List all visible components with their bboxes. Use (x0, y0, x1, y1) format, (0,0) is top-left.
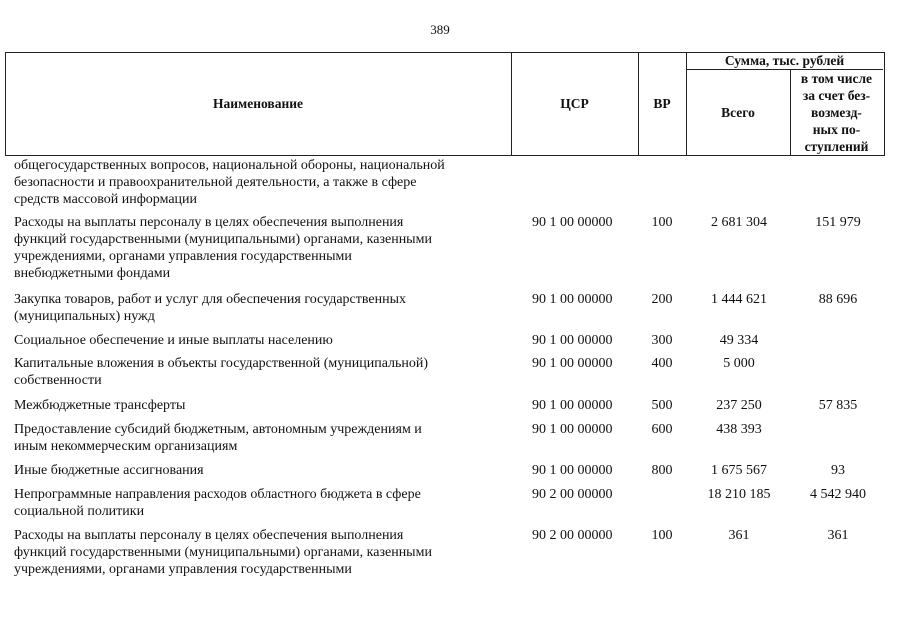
row-csr: 90 1 00 00000 (532, 292, 613, 307)
row-name-line: социальной политики (14, 504, 145, 519)
row-total: 2 681 304 (711, 215, 767, 230)
row-csr: 90 2 00 00000 (532, 528, 613, 543)
row-vr: 300 (651, 333, 673, 348)
row-name-line: Капитальные вложения в объекты государственной (муниципальной) (14, 356, 429, 371)
row-free: 93 (831, 463, 845, 478)
header-free-line: возмезд- (811, 105, 862, 120)
row-total: 361 (728, 528, 750, 543)
row-csr: 90 1 00 00000 (532, 398, 613, 413)
header-free-line: ных по- (812, 122, 861, 137)
row-name-line: Предоставление субсидий бюджетным, автономным учреждениям и (14, 422, 422, 437)
row-name-line: Социальное обеспечение и иные выплаты населению (14, 333, 333, 348)
row-name (14, 462, 494, 479)
header-csr: ЦСР (560, 96, 589, 111)
row-name-line: Иные бюджетные ассигнования (14, 463, 204, 478)
row-name-line: Расходы на выплаты персоналу в целях обеспечения выполнения (14, 528, 404, 543)
row-name (14, 355, 494, 389)
header-name: Наименование (213, 96, 303, 111)
row-vr: 600 (651, 422, 673, 437)
row-csr: 90 2 00 00000 (532, 487, 613, 502)
row-total: 1 444 621 (711, 292, 767, 307)
row-vr: 100 (651, 215, 673, 230)
row-csr: 90 1 00 00000 (532, 333, 613, 348)
header-free (790, 70, 883, 155)
row-name-line: общегосударственных вопросов, национальной обороны, национальной (14, 158, 445, 173)
header-free-line: за счет без- (802, 88, 871, 103)
row-csr: 90 1 00 00000 (532, 356, 613, 371)
row-name (14, 214, 494, 282)
header-total: Всего (721, 105, 755, 120)
row-total: 438 393 (716, 422, 762, 437)
row-total: 237 250 (716, 398, 762, 413)
row-name-line: учреждениями, органами управления государственными (14, 249, 352, 264)
row-free: 151 979 (815, 215, 861, 230)
row-name-line: Непрограммные направления расходов областного бюджета в сфере (14, 487, 421, 502)
row-name-line: функций государственными (муниципальными) органами, казенными (14, 545, 432, 560)
row-free: 4 542 940 (810, 487, 866, 502)
row-name-line: Закупка товаров, работ и услуг для обеспечения государственных (14, 292, 407, 307)
row-name (14, 527, 494, 578)
row-name-line: собственности (14, 373, 102, 388)
row-free: 88 696 (818, 292, 858, 307)
table-header (5, 52, 883, 155)
row-name-line: функций государственными (муниципальными) органами, казенными (14, 232, 432, 247)
row-csr: 90 1 00 00000 (532, 463, 613, 478)
header-sum-group: Сумма, тыс. рублей (724, 53, 845, 68)
row-name (14, 421, 494, 455)
row-total: 49 334 (719, 333, 759, 348)
header-free-line: ступлений (804, 139, 869, 154)
row-name-line: иным некоммерческим организациям (14, 439, 238, 454)
row-name-line: средств массовой информации (14, 192, 198, 207)
row-free: 361 (827, 528, 849, 543)
row-csr: 90 1 00 00000 (532, 215, 613, 230)
row-name-line: учреждениями, органами управления государственными (14, 562, 352, 577)
header-vr: ВР (653, 96, 671, 111)
row-name-line: внебюджетными фондами (14, 266, 171, 281)
row-name (14, 291, 494, 325)
row-name (14, 332, 494, 349)
row-name-line: Расходы на выплаты персоналу в целях обеспечения выполнения (14, 215, 404, 230)
row-total: 5 000 (723, 356, 755, 371)
row-total: 18 210 185 (707, 487, 771, 502)
header-free-line: в том числе (800, 71, 873, 86)
row-vr: 500 (651, 398, 673, 413)
row-name (14, 157, 494, 208)
row-csr: 90 1 00 00000 (532, 422, 613, 437)
row-name-line: Межбюджетные трансферты (14, 398, 186, 413)
row-vr: 400 (651, 356, 673, 371)
row-total: 1 675 567 (711, 463, 767, 478)
row-name (14, 486, 494, 520)
row-name-line: безопасности и правоохранительной деятельности, а также в сфере (14, 175, 417, 190)
row-name-line: (муниципальных) нужд (14, 309, 155, 324)
row-vr: 200 (651, 292, 673, 307)
row-vr: 100 (651, 528, 673, 543)
page-number: 389 (430, 22, 450, 37)
row-free: 57 835 (818, 398, 858, 413)
row-vr: 800 (651, 463, 673, 478)
row-name (14, 397, 494, 414)
